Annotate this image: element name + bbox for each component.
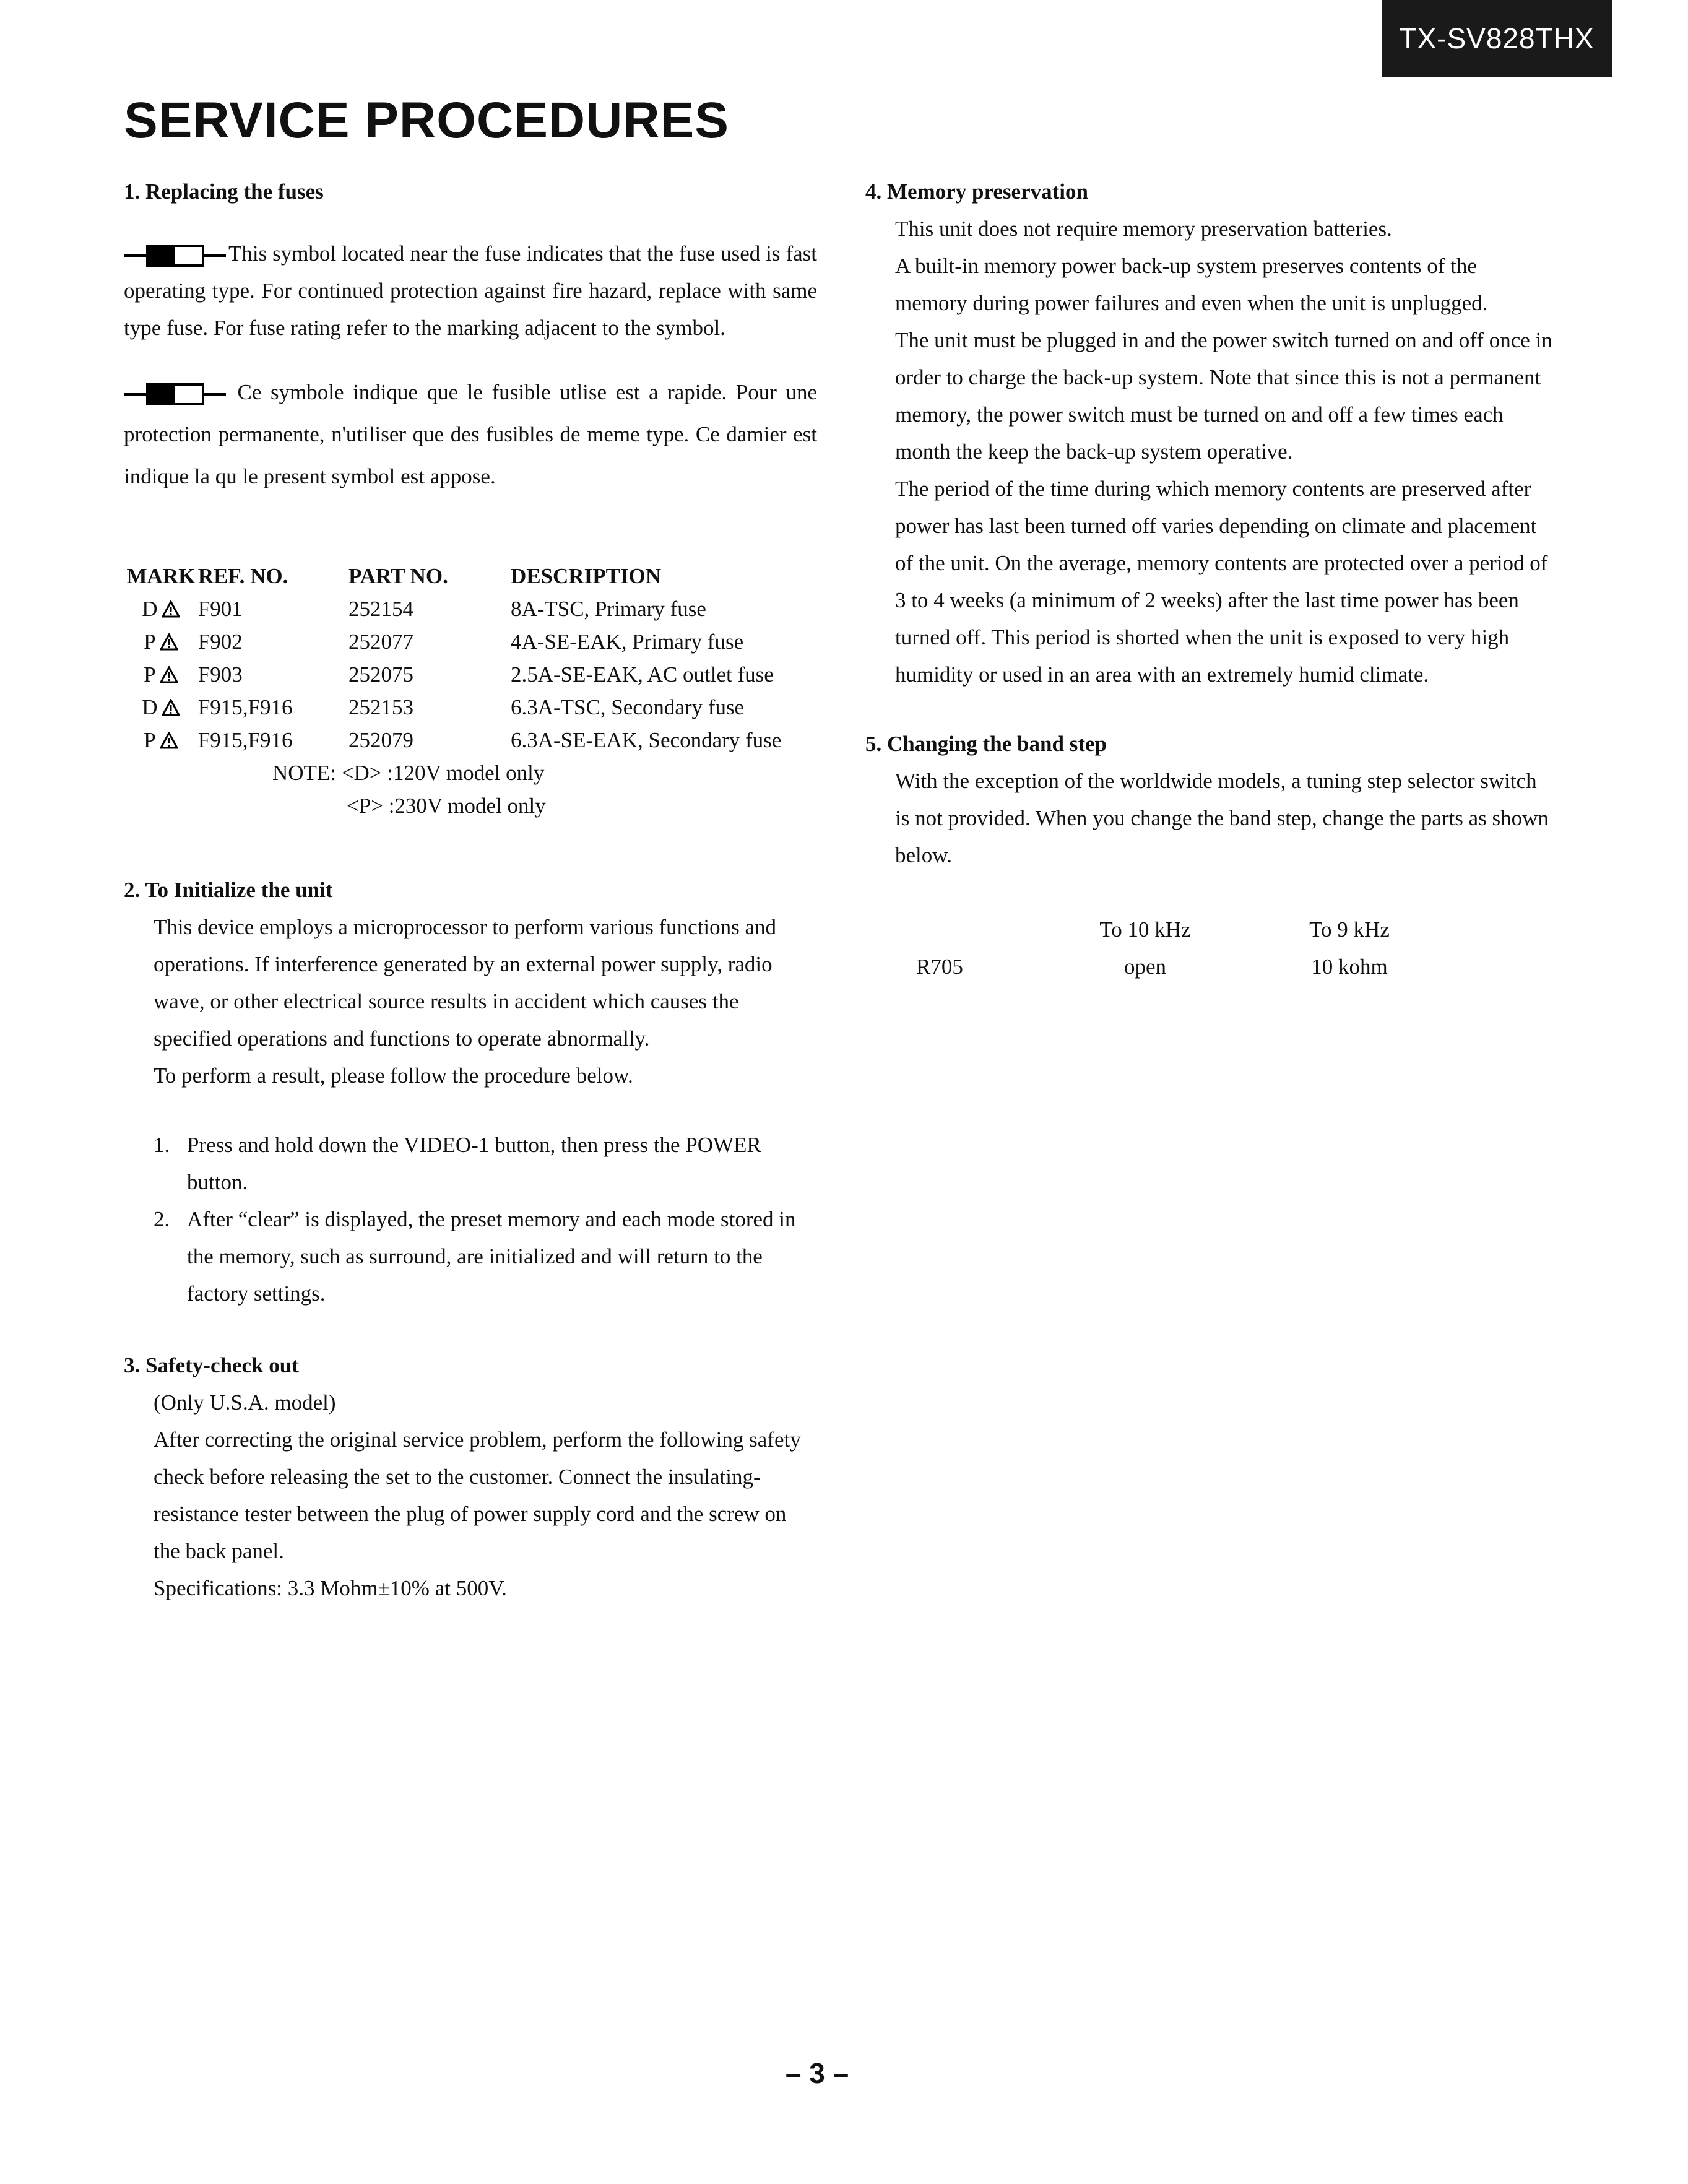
table-note-230v: <P> :230V model only	[347, 794, 546, 818]
list-item: 1. Press and hold down the VIDEO-1 button, then press the POWER button.	[154, 1133, 761, 1194]
initialize-steps	[124, 1127, 817, 1312]
ref-cell: F915,F916	[197, 728, 293, 752]
page-title: SERVICE PROCEDURES	[124, 92, 729, 149]
description-cell: 6.3A-SE-EAK, Secondary fuse	[510, 728, 782, 752]
memory-p2: A built-in memory power back-up system preserves contents of the memory during power failures and even when the unit is unplugged.	[895, 254, 1488, 315]
table-row	[916, 948, 1448, 986]
right-column	[865, 173, 1552, 986]
memory-p3: The unit must be plugged in and the power switch turned on and off once in order to charge the back-up system. Note that since this is not a permanent memory, the power switch must be turned on and off a few times each month the keep the back-up system operative.	[895, 328, 1552, 464]
col-header-9khz: To 9 kHz	[1309, 917, 1390, 942]
table-header-row	[916, 911, 1448, 948]
table-row	[124, 625, 817, 658]
value-10khz: open	[1123, 955, 1167, 979]
section-band-step	[865, 726, 1552, 986]
section-memory-preservation	[865, 173, 1552, 693]
description-cell: 6.3A-TSC, Secondary fuse	[510, 695, 745, 719]
col-header-ref: REF. NO.	[197, 564, 288, 588]
initialize-body-2: To perform a result, please follow the procedure below.	[154, 1064, 633, 1088]
ref-cell: R705	[916, 955, 963, 979]
fast-fuse-symbol-icon	[124, 382, 226, 407]
fuse-note-french-text: Ce symbole indique que le fusible utlise est a rapide. Pour une protection permanente, n'utiliser que des fusibles de meme type. Ce damier est indique la qu le present symbol est appose.	[124, 380, 817, 488]
description-cell: 2.5A-SE-EAK, AC outlet fuse	[510, 662, 774, 687]
section-replacing-fuses	[124, 173, 817, 822]
section-heading: 5. Changing the band step	[865, 732, 1107, 756]
warning-triangle-icon	[162, 699, 180, 716]
warning-triangle-icon	[160, 633, 178, 651]
section-heading: 1. Replacing the fuses	[124, 180, 324, 204]
col-header-mark: MARK	[126, 564, 196, 588]
empty-cell	[916, 911, 1040, 948]
warning-triangle-icon	[160, 732, 178, 749]
mark-cell: P	[124, 724, 198, 756]
part-cell: 252153	[348, 695, 414, 719]
section-heading: 3. Safety-check out	[124, 1353, 299, 1377]
table-header-row	[124, 560, 817, 592]
col-header-10khz: To 10 kHz	[1099, 917, 1191, 942]
section-initialize-unit	[124, 872, 817, 1312]
fuse-parts-table	[124, 560, 817, 756]
mark-cell: P	[124, 658, 198, 691]
value-9khz: 10 kohm	[1311, 955, 1388, 979]
initialize-body: This device employs a microprocessor to perform various functions and operations. If interference generated by an external power supply, radio wave, or other electrical source results in accident which causes the specified operations and functions to operate abnormally.	[154, 915, 776, 1051]
description-cell: 8A-TSC, Primary fuse	[510, 597, 706, 621]
table-row	[124, 691, 817, 724]
list-item: 2. After “clear” is displayed, the preset memory and each mode stored in the memory, such as surround, are initialized and will return to the factory settings.	[154, 1207, 796, 1306]
table-row	[124, 658, 817, 691]
memory-p1: This unit does not require memory preservation batteries.	[895, 217, 1392, 241]
band-step-body: With the exception of the worldwide models, a tuning step selector switch is not provided. When you change the band step, change the parts as shown below.	[895, 769, 1549, 867]
col-header-description: DESCRIPTION	[510, 564, 662, 588]
safety-spec: Specifications: 3.3 Mohm±10% at 500V.	[154, 1576, 507, 1600]
warning-triangle-icon	[162, 600, 180, 618]
ref-cell: F903	[197, 662, 243, 687]
safety-body: After correcting the original service problem, perform the following safety check before releasing the set to the customer. Connect the insulating-resistance tester between the plug of power supply cord and the screw on the back panel.	[154, 1428, 801, 1563]
section-safety-check	[124, 1347, 817, 1607]
part-cell: 252079	[348, 728, 414, 752]
col-header-part: PART NO.	[348, 564, 448, 588]
section-heading: 4. Memory preservation	[865, 180, 1088, 204]
table-row	[124, 724, 817, 756]
mark-cell: D	[124, 592, 198, 625]
mark-cell: D	[124, 691, 198, 724]
ref-cell: F902	[197, 630, 243, 654]
warning-triangle-icon	[160, 666, 178, 683]
table-row	[124, 592, 817, 625]
model-tag: TX-SV828THX	[1382, 0, 1612, 77]
fast-fuse-symbol-icon	[124, 243, 226, 268]
description-cell: 4A-SE-EAK, Primary fuse	[510, 630, 744, 654]
part-cell: 252154	[348, 597, 414, 621]
part-cell: 252075	[348, 662, 414, 687]
left-column	[124, 173, 817, 1607]
safety-sub: (Only U.S.A. model)	[154, 1390, 336, 1415]
ref-cell: F915,F916	[197, 695, 293, 719]
section-heading: 2. To Initialize the unit	[124, 878, 333, 902]
page-number: – 3 –	[785, 2057, 849, 2089]
mark-cell: P	[124, 625, 198, 658]
band-step-table	[916, 911, 1448, 986]
fuse-note-french	[124, 371, 817, 498]
memory-p4: The period of the time during which memory contents are preserved after power has last been turned off varies depending on climate and placement of the unit. On the average, memory contents are protected over a period of 3 to 4 weeks (a minimum of 2 weeks) after the last time power has been turned off. This period is shorted when the unit is exposed to very high humidity or used in an area with an extremely humid climate.	[895, 477, 1548, 687]
fuse-note-english	[124, 235, 817, 347]
ref-cell: F901	[197, 597, 243, 621]
fuse-note-english-text: This symbol located near the fuse indicates that the fuse used is fast operating type. For continued protection against fire hazard, replace with same type fuse. For fuse rating refer to the marking adjacent to the symbol.	[124, 241, 817, 340]
part-cell: 252077	[348, 630, 414, 654]
table-note-120v: NOTE: <D> :120V model only	[272, 761, 545, 785]
